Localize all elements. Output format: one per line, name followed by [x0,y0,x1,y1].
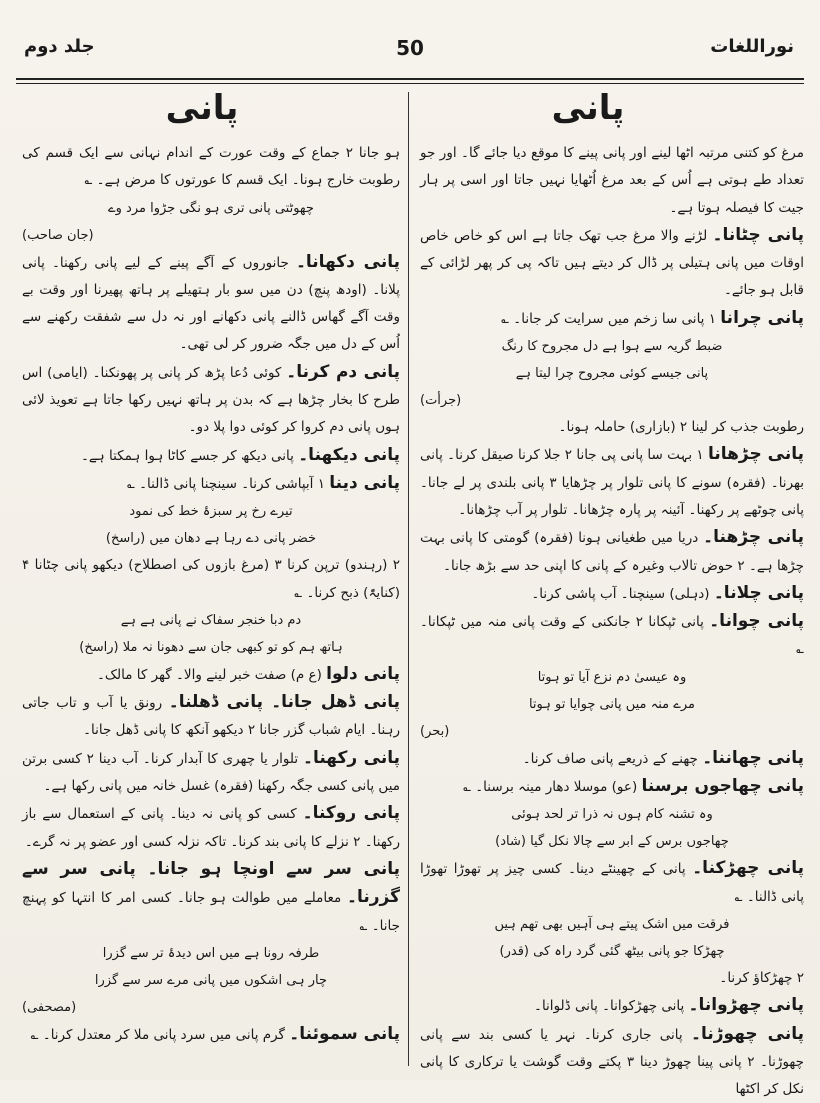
left-column-headword: پانی [165,88,239,128]
entry-definition: رونق یا آب و تاب جاتی رہنا۔ ایام شباب گزر جانا ۲ دیکھو آنکھ کا پانی ڈھل جانا۔ [22,695,400,739]
entry-definition: پانی چھڑکوانا۔ پانی ڈلوانا۔ [534,998,689,1015]
verse-line: خضر پانی دے رہا ہے دھان میں (راسخ) [105,531,317,547]
dictionary-entry [22,442,400,470]
dictionary-entry [420,773,804,801]
entry-headword: پانی چھڑکنا۔ [692,858,804,879]
entry-definition: (ع م) صفت خبر لینے والا۔ گھر کا مالک۔ [97,666,327,683]
entry-headword: پانی دکھانا۔ [295,251,400,272]
book-title: نوراللغات [710,36,794,57]
entry-headword: پانی دینا [329,472,400,493]
entry-headword: پانی چرانا [720,307,804,328]
dictionary-entry [420,524,804,580]
left-column [22,140,400,1070]
entry-headword: پانی روکنا۔ [302,803,400,824]
page-number: 50 [396,36,424,60]
entry-headword: پانی چھاننا۔ [702,747,804,768]
entry-headword: پانی سموئنا۔ [289,1023,400,1044]
entry-headword: پانی چلانا۔ [713,582,804,603]
entry-headword: پانی سر سے اونچا ہو جانا۔ پانی سر سے گزرنا۔ [22,858,400,908]
entry-definition: ۱ آبپاشی کرنا۔ سینچنا پانی ڈالنا۔ ؎ [126,475,330,492]
dictionary-entry [22,1021,400,1049]
entry-headword: پانی چھاجوں برسنا [641,776,804,797]
verse-line: طرفہ رونا ہے میں اس دیدۂ تر سے گزرا [102,945,320,961]
continuation-text: ۲ چھڑکاؤ کرنا۔ [719,969,804,986]
entry-definition: چھنے کے ذریعے پانی صاف کرنا۔ [522,750,703,767]
entry-headword: پانی چڑھانا [707,444,804,465]
entry-headword: پانی چھوڑنا۔ [691,1023,804,1044]
entry-definition: پانی ٹپکانا ۲ جانکنی کے وقت پانی منہ میں ٹپکانا۔ ؎ [420,614,804,658]
dictionary-entry [22,359,400,442]
verse-line: وہ عیسیٰ دم نزع آیا تو ہوتا [537,669,687,685]
dictionary-entry [22,249,400,359]
entry-definition: تلوار یا چھری کا آبدار کرنا۔ آب دینا ۲ کسی برتن میں پانی کسی جگہ رکھنا (فقرہ) غسل خانہ میں پانی رکھا ہے۔ [22,750,400,795]
verse-source: (بحر) [420,723,450,739]
entry-definition: ۱ بہت سا پانی پی جانا ۲ جلا کرنا صیقل کرنا۔ پانی بھرنا۔ (فقرہ) سونے کا پانی تلوار پر چڑھایا ۳ پانی بلندی پر لے جانا۔ پانی چوٹھے پر رکھنا۔ آئینہ پر پارہ چڑھانا۔ تلوار پر آب چڑھانا۔ [420,447,804,518]
entry-definition: (دہلی) سینچنا۔ آب پاشی کرنا۔ [531,585,714,602]
verse-line: دم دبا خنجر سفاک نے پانی ہے ہے [120,612,302,628]
entry-headword: پانی دم کرنا۔ [286,361,400,382]
verse-line: ضبط گریہ سے ہوا ہے دل مجروح کا رنگ [501,339,723,355]
dictionary-entry [22,661,400,689]
dictionary-entry [420,745,804,773]
verse-line: تیرے رخ پر سبزۂ خط کی نمود [129,504,293,520]
entry-definition: کوئی دُعا پڑھ کر پانی پر پھونکنا۔ (ایامی) اس طرح کا بخار چڑھا ہے کہ بدن پر ہاتھ نہیں رکھا جاتا ہے تعویذ لائی ہوں پانی دم کروا کر کوئی دوا پلا دو۔ [22,364,400,436]
entry-definition: (عو) موسلا دھار مینہ برسنا۔ ؎ [463,779,642,796]
verse-line: فرقت میں اشک پیتے ہی آہیں بھی تھم ہیں [494,916,730,932]
entry-definition: پانی کے چھینٹے دینا۔ کسی چیز پر تھوڑا تھوڑا پانی ڈالنا۔ ؎ [420,861,804,905]
entry-headword: پانی چڑھنا۔ [703,527,804,548]
entry-headword: پانی چوانا۔ [709,611,804,632]
dictionary-entry [22,470,400,498]
verse-source: (جان صاحب) [22,227,94,243]
entry-definition: جانوروں کے آگے پینے کے لیے پانی رکھنا۔ پانی پلانا۔ (اودھ پنچ) دن میں سو بار ہتھیلے پر ہاتھ پھیرنا اور وقت بے وقت آگے گھاس ڈالنے پانی دکھانے اور نہ دل سے شفقت رکھنے سے اُس کے دل میں جگہ ضرور کر لی تھی۔ [22,254,400,353]
header-rule [16,78,804,80]
entry-definition: لڑنے والا مرغ جب تھک جاتا ہے اس کو خاص خاص اوقات میں پانی ہتیلی پر ڈال کر دیتے ہیں تاکہ پی کر پھر لڑائی کے قابل ہو جائے۔ [420,227,804,299]
dictionary-entry [420,305,804,333]
entry-definition: پانی دیکھ کر جسے کاٹا ہوا ہمکتا ہے۔ [80,447,299,464]
continuation-text: رطوبت جذب کر لینا ۲ (بازاری) حاملہ ہونا۔ [558,419,804,436]
entry-headword: پانی دلوا [326,663,400,684]
right-column-headword: پانی [551,88,625,128]
verse-line: وہ تشنہ کام ہوں نہ ذرا تر لحد ہوئی [511,807,713,823]
verse-source: (مصحفی) [22,999,77,1015]
column-divider [408,92,409,1066]
entry-definition: کسی کو پانی نہ دینا۔ پانی کے استعمال سے باز رکھنا۔ ۲ نزلے کا پانی بند کرنا۔ تاکہ نزلہ کسی اور عضو پر نہ گرے۔ [22,806,400,850]
entry-definition: گرم پانی میں سرد پانی ملا کر معتدل کرنا۔ ؎ [30,1026,290,1043]
verse-line: چھڑکا جو پانی بیٹھ گئی گرد راہ کی (قدر) [499,943,725,959]
entry-headword: پانی چھڑوانا۔ [688,995,804,1016]
continuation-text: ہو جانا ۲ جماع کے وقت عورت کے اندام نہانی سے ایک قسم کی رطوبت خارج ہونا۔ ایک قسم کا عورتوں کا مرض ہے۔ ؎ [22,145,400,189]
verse-line: پانی جیسے کوئی مجروح چرا لیتا ہے [515,366,709,382]
verse-source: (جرأت) [420,393,462,409]
dictionary-entry [420,992,804,1020]
volume-label: جلد دوم [24,36,95,57]
dictionary-entry [420,222,804,305]
verse-line: مرے منہ میں پانی چوایا تو ہوتا [528,696,696,712]
header-rule-thin [16,83,804,84]
entry-headword: پانی ڈھل جانا۔ پانی ڈھلنا۔ [168,692,400,713]
dictionary-entry [420,441,804,524]
verse-line: چھاجوں برس کے ابر سے چالا نکل گیا (شاد) [495,834,729,850]
dictionary-entry [22,689,400,745]
dictionary-entry [22,856,400,940]
entry-definition: معاملے میں طوالت ہو جانا۔ کسی امر کا انتہا کو پہنچ جانا۔ ؎ [22,890,400,934]
verse-line: چار ہی اشکوں میں پانی مرے سر سے گزرا [94,972,328,988]
verse-line: چھوٹتی پانی تری ہو نگی جڑوا مرد وے [108,200,314,216]
running-header [16,36,804,76]
entry-definition: پانی جاری کرنا۔ نہر یا کسی بند سے پانی چھوڑنا۔ ۲ پانی پینا چھوڑ دینا ۳ پکتے وقت گوشت یا ترکاری کا پانی نکل کر اکٹھا [420,1026,804,1098]
entry-headword: پانی دیکھنا۔ [298,444,400,465]
dictionary-entry [420,608,804,664]
dictionary-entry [22,745,400,801]
right-column [420,140,804,1098]
entry-definition: دریا میں طغیانی ہونا (فقرہ) گومتی کا پانی بہت چڑھا ہے۔ ۲ حوض تالاب وغیرہ کے پانی کا اپنی حد سے بڑھ جانا۔ [420,530,804,574]
verse-line: ہاتھ ہم کو تو کبھی جان سے دھونا نہ ملا (راسخ) [79,639,343,655]
entry-headword: پانی رکھنا۔ [303,747,401,768]
dictionary-entry [420,1021,804,1103]
dictionary-entry [22,800,400,856]
entry-headword: پانی چٹانا۔ [712,224,804,245]
continuation-text: ۲ (رہندو) ترپن کرنا ۳ (مرغ بازوں کی اصطلاح) دیکھو پانی چٹانا ۴ (کنایۃً) ذبح کرنا۔ ؎ [22,557,400,601]
entry-definition: ۱ پانی سا زخم میں سرایت کر جانا۔ ؎ [501,310,721,327]
dictionary-entry [420,580,804,608]
continuation-text: مرغ کو کتنی مرتبہ اٹھا لینے اور پانی پینے کا موقع دیا جائے گا۔ اور جو تعداد طے ہوتی ہے اُس کے بعد مرغ اُٹھایا نہیں جاتا اور اسی پر ہار جیت کا فیصلہ ہوتا ہے۔ [420,145,804,216]
dictionary-entry [420,855,804,911]
